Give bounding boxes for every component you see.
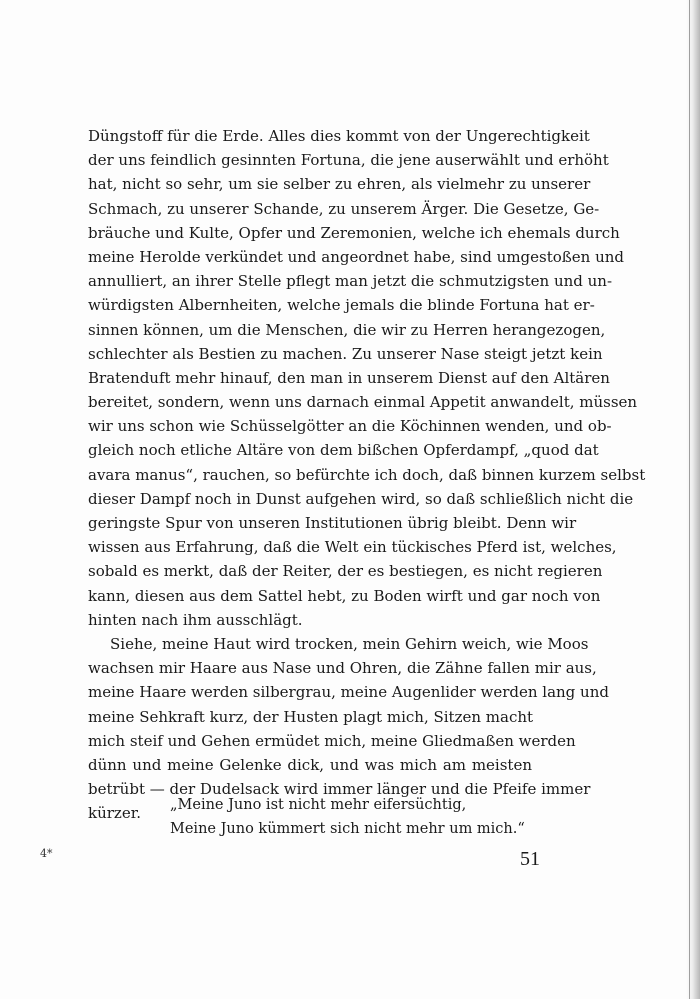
text-line: meine Sehkraft kurz, der Husten plagt mich, Sitzen macht [88,707,534,726]
text-line: annulliert, an ihrer Stelle pflegt man jetzt die schmutzigsten und un- [88,272,613,291]
text-line: der uns feindlich gesinnten Fortuna, die jene auserwählt und erhöht [88,151,609,170]
text-line: geringste Spur von unseren Institutionen übrig bleibt. Denn wir [88,514,577,532]
text-line: sobald es merkt, daß der Reiter, der es bestiegen, es nicht regieren [88,562,603,581]
text-line: Siehe, meine Haut wird trocken, mein Gehirn weich, wie Moos [110,634,589,653]
verse-quote [170,793,525,841]
quote-line: Meine Juno kümmert sich nicht mehr um mich.“ [170,821,525,837]
text-line: schlechter als Bestien zu machen. Zu unserer Nase steigt jetzt kein [88,344,603,363]
text-line: kürzer. [88,804,141,823]
text-line: Düngstoff für die Erde. Alles dies kommt von der Ungerechtigkeit [88,127,590,145]
quote-line: „Meine Juno ist nicht mehr eifersüchtig, [170,797,467,813]
text-line: meine Herolde verkündet und angeordnet habe, sind umgestoßen und [88,247,625,266]
page-number: 51 [520,848,540,870]
text-line: wissen aus Erfahrung, daß die Welt ein tückisches Pferd ist, welches, [88,538,617,557]
text-line: bereitet, sondern, wenn uns darnach einmal Appetit anwandelt, müssen [88,393,638,412]
text-line: Bratenduft mehr hinauf, den man in unserem Dienst auf den Altären [88,368,610,387]
text-line: würdigsten Albernheiten, welche jemals die blinde Fortuna hat er- [88,296,595,315]
text-line: mich steif und Gehen ermüdet mich, meine Gliedmaßen werden [88,731,576,750]
text-line: wir uns schon wie Schüsselgötter an die Köchinnen wenden, und ob- [88,417,612,436]
signature-mark: 4* [40,847,53,860]
text-line: meine Haare werden silbergrau, meine Augenlider werden lang und [88,683,609,702]
text-line: dieser Dampf noch in Dunst aufgehen wird, so daß schließlich nicht die [88,489,634,508]
text-line: dünn und meine Gelenke dick, und was mich am meisten [88,755,532,774]
text-line: kann, diesen aus dem Sattel hebt, zu Boden wirft und gar noch von [88,586,601,605]
text-line: bräuche und Kulte, Opfer und Zeremonien, welche ich ehemals durch [88,223,620,242]
page-edge-line [689,0,690,999]
text-line: avara manus“, rauchen, so befürchte ich doch, daß binnen kurzem selbst [88,465,646,484]
text-line: hat, nicht so sehr, um sie selber zu ehren, als vielmehr zu unserer [88,175,591,194]
text-line: hinten nach ihm ausschlägt. [88,610,303,629]
text-line: wachsen mir Haare aus Nase und Ohren, die Zähne fallen mir aus, [88,659,597,678]
text-line: Schmach, zu unserer Schande, zu unserem Ärger. Die Gesetze, Ge- [88,199,600,218]
text-line: gleich noch etliche Altäre von dem bißchen Opferdampf, „quod dat [88,441,599,460]
body-text [88,124,646,825]
text-line: betrübt — der Dudelsack wird immer länger und die Pfeife immer [88,780,591,799]
text-line: sinnen können, um die Menschen, die wir zu Herren herangezogen, [88,320,606,339]
